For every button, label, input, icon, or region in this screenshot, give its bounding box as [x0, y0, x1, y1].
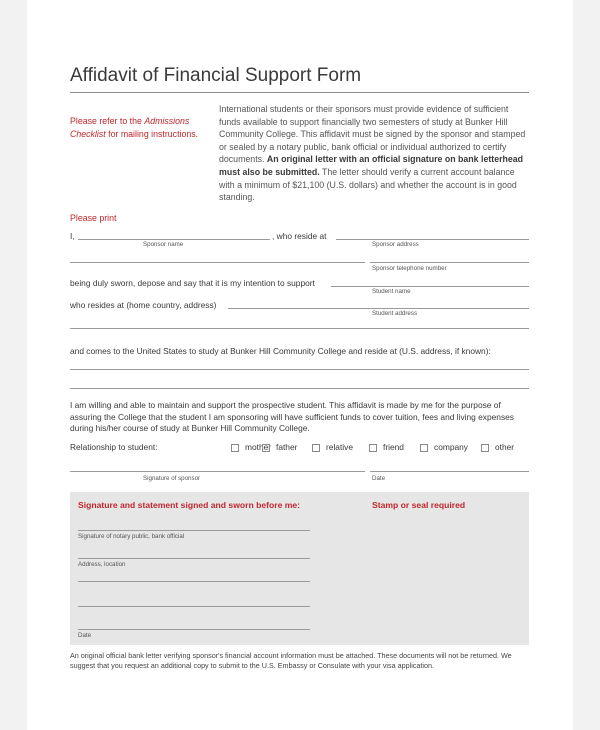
- title-divider: [70, 92, 529, 93]
- willing-paragraph: I am willing and able to maintain and support the prospective student. This affidavit is made by me for the purpose of assuring the College that the student I am sponsoring will have sufficient funds to cover tuition, fees and living expenses during his/her course of study at Bunker Hill Community College.: [70, 400, 514, 434]
- sponsor-date-field[interactable]: [370, 471, 529, 472]
- notary-address-field[interactable]: [78, 558, 310, 559]
- checkbox-icon[interactable]: [369, 444, 377, 452]
- sponsor-date-caption: Date: [372, 475, 386, 482]
- student-address-field-2[interactable]: [70, 328, 529, 329]
- student-name-caption: Student name: [372, 288, 411, 295]
- checkbox-icon[interactable]: [420, 444, 428, 452]
- us-address-label: and comes to the United States to study at Bunker Hill Community College and reside at (U.S. address, if known):: [70, 346, 491, 356]
- relationship-relative-label: relative: [326, 442, 353, 452]
- relationship-other-label: other: [495, 442, 515, 452]
- home-address-label: who resides at (home country, address): [70, 300, 217, 310]
- mailing-note-pre: Please refer to the: [70, 116, 145, 126]
- stamp-required: Stamp or seal required: [372, 500, 466, 510]
- student-address-field[interactable]: [228, 308, 529, 309]
- sponsor-address-caption: Sponsor address: [372, 241, 419, 248]
- notary-signature-field[interactable]: [78, 530, 310, 531]
- intro-part2: The letter should verify a current account balance with a minimum of $21,100 (U.S. dollars) and whether the account is in good standing.: [219, 166, 517, 203]
- sponsor-name-caption: Sponsor name: [143, 241, 184, 248]
- relationship-company[interactable]: [420, 442, 468, 454]
- checkbox-icon[interactable]: [231, 444, 239, 452]
- checkbox-icon[interactable]: [481, 444, 489, 452]
- notary-section: [70, 492, 529, 645]
- relationship-friend[interactable]: [369, 442, 404, 454]
- checkbox-icon[interactable]: [262, 444, 270, 452]
- intro-bold: An original letter with an official signature on bank letterhead must also be submitted.: [219, 154, 524, 177]
- notary-date-caption: Date: [78, 632, 92, 639]
- sponsor-address-field-2[interactable]: [70, 262, 365, 263]
- notary-heading: Signature and statement signed and sworn before me:: [78, 500, 301, 510]
- please-print: Please print: [70, 213, 117, 223]
- sponsor-signature-caption: Signature of sponsor: [143, 475, 201, 482]
- sponsor-name-field[interactable]: [78, 239, 270, 240]
- notary-date-field[interactable]: [78, 629, 310, 630]
- notary-address-caption: Address, location: [78, 561, 126, 568]
- checkbox-icon[interactable]: [312, 444, 320, 452]
- relationship-company-label: company: [434, 442, 468, 452]
- relationship-relative[interactable]: [312, 442, 353, 454]
- sponsor-signature-field[interactable]: [70, 471, 365, 472]
- i-label: I,: [70, 231, 75, 241]
- relationship-father-label: father: [276, 442, 298, 452]
- intro-part1: International students or their sponsors must provide evidence of sufficient funds available to support financially two semesters of study at Bunker Hill Community College. This affidavit must be signed by the sponsor and stamped or sealed by a notary public, bank official or individual authorized to certify documents.: [219, 104, 526, 165]
- relationship-father[interactable]: [262, 442, 297, 454]
- us-address-field-2[interactable]: [70, 388, 529, 389]
- relationship-friend-label: friend: [383, 442, 404, 452]
- sponsor-address-field[interactable]: [336, 239, 529, 240]
- intro-paragraph: [219, 103, 529, 204]
- relationship-mother-label: mother: [245, 442, 272, 452]
- who-reside-label: , who reside at: [272, 231, 327, 241]
- footer-note: An original official bank letter verifying sponsor's financial account information must be attached. These documents will not be returned. We suggest that you request an additional copy to submit to the U.S. Embassy or Consulate with your visa application.: [70, 651, 512, 671]
- page-title: Affidavit of Financial Support Form: [70, 65, 362, 86]
- us-address-field-1[interactable]: [70, 369, 529, 370]
- notary-signature-caption: Signature of notary public, bank official: [78, 533, 185, 540]
- relationship-other[interactable]: [481, 442, 514, 454]
- admissions-checklist-link[interactable]: Admissions Checklist: [70, 116, 190, 139]
- sponsor-phone-caption: Sponsor telephone number: [372, 265, 447, 272]
- student-name-field[interactable]: [331, 286, 529, 287]
- notary-address-field-2[interactable]: [78, 581, 310, 582]
- sponsor-phone-field[interactable]: [370, 262, 529, 263]
- mailing-note-post: for mailing instructions.: [105, 128, 199, 139]
- student-address-caption: Student address: [372, 310, 418, 317]
- relationship-label: Relationship to student:: [70, 442, 158, 452]
- duly-sworn-label: being duly sworn, depose and say that it is my intention to support: [70, 278, 315, 288]
- notary-address-field-3[interactable]: [78, 606, 310, 607]
- mailing-note: [70, 115, 215, 140]
